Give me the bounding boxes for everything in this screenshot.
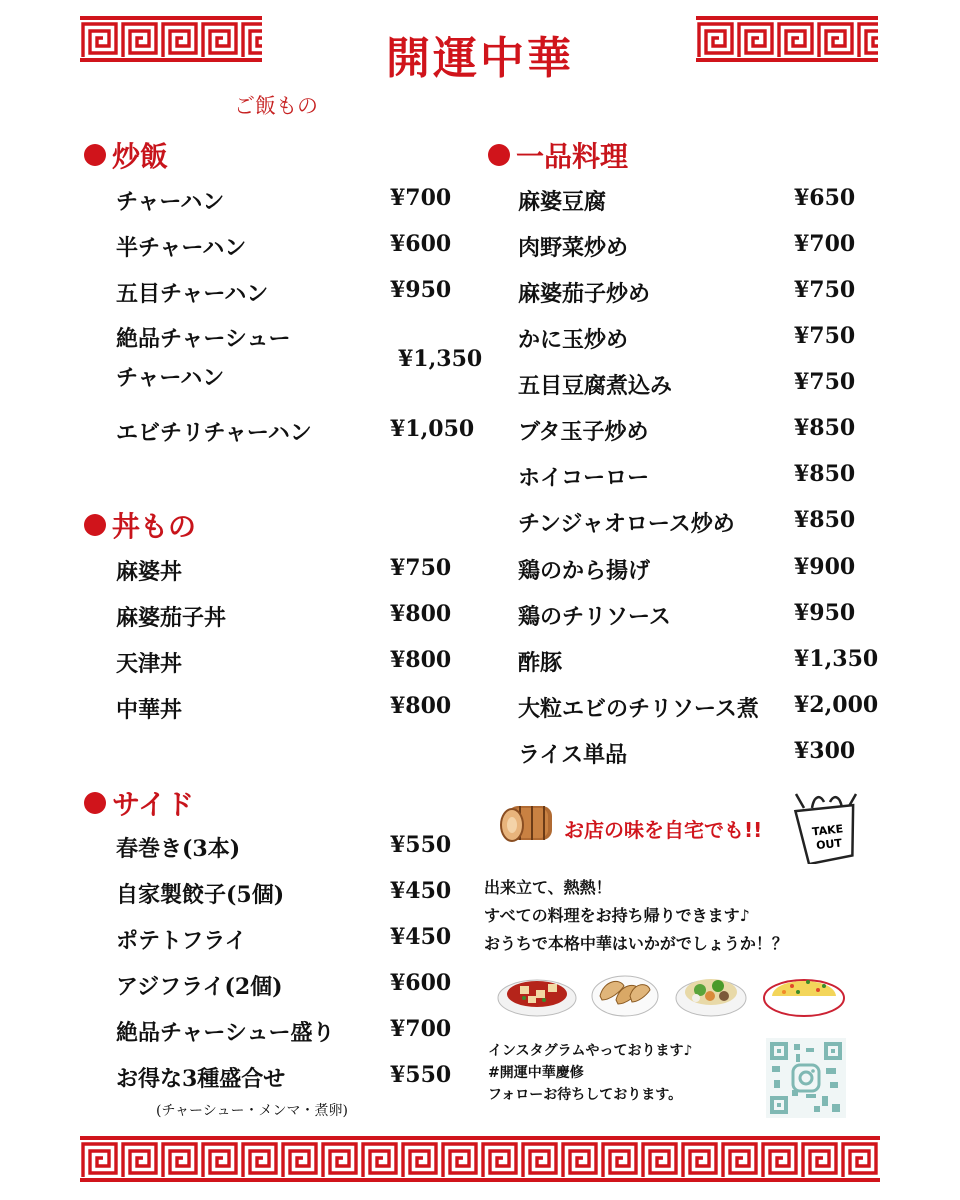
menu-item-price: ¥1,050 xyxy=(390,416,475,442)
page-title: 開運中華 xyxy=(386,33,574,84)
menu-item-name: お得な3種盛合せ xyxy=(116,1066,286,1092)
takeout-line: 出来立て、熱熱！ xyxy=(484,878,612,897)
instagram-line: #開運中華慶修 xyxy=(488,1065,584,1081)
instagram-line: インスタグラムやっております♪ xyxy=(488,1043,693,1059)
takeout-bag-icon xyxy=(790,786,864,868)
mapo-tofu-dish-icon xyxy=(496,966,578,1024)
menu-item-name: 中華丼 xyxy=(116,697,183,723)
bullet-dot-icon xyxy=(84,144,106,166)
menu-item-name: 鶏のチリソース xyxy=(518,604,671,630)
section-heading-chahan: 炒飯 xyxy=(84,135,168,175)
menu-item-price: ¥750 xyxy=(794,277,856,303)
takeout-line: すべての料理をお持ち帰りできます♪ xyxy=(484,906,750,925)
bullet-dot-icon xyxy=(84,514,106,536)
menu-item-price: ¥600 xyxy=(390,231,452,257)
menu-item-name: 五目豆腐煮込み xyxy=(518,373,673,399)
instagram-text-block xyxy=(488,1040,692,1106)
chashu-roll-icon xyxy=(498,798,560,854)
menu-item-price: ¥550 xyxy=(390,1062,452,1088)
instagram-qr-icon[interactable] xyxy=(766,1038,846,1122)
section-heading-side: サイド xyxy=(84,783,194,823)
menu-item-name: 絶品チャーシュー盛り xyxy=(116,1020,335,1046)
menu-item-price: ¥450 xyxy=(390,878,452,904)
section-heading-ippin: 一品料理 xyxy=(488,135,628,175)
page-subtitle: ご飯もの xyxy=(234,94,318,118)
menu-item-name: 鶏のから揚げ xyxy=(518,558,651,584)
menu-item-name-line1: 絶品チャーシュー xyxy=(116,326,291,352)
menu-item-name: 春巻き(3本) xyxy=(116,836,241,862)
menu-item-name: エビチリチャーハン xyxy=(116,420,312,446)
menu-item-name: 天津丼 xyxy=(116,651,183,677)
menu-item-name: ホイコーロー xyxy=(518,465,650,491)
menu-item-price: ¥2,000 xyxy=(794,692,879,718)
menu-item-name: ライス単品 xyxy=(518,742,628,768)
svg-text:OUT: OUT xyxy=(815,836,843,853)
menu-item-name: 麻婆豆腐 xyxy=(518,189,607,215)
menu-item-name: 麻婆丼 xyxy=(116,559,183,585)
menu-item-name: 五目チャーハン xyxy=(116,281,269,307)
bullet-dot-icon xyxy=(84,792,106,814)
menu-item-name: チンジャオロース炒め xyxy=(518,511,735,537)
menu-item-name: 自家製餃子(5個) xyxy=(116,882,285,908)
menu-item-price: ¥800 xyxy=(390,647,452,673)
menu-item-price: ¥850 xyxy=(794,507,856,533)
menu-item-name: かに玉炒め xyxy=(518,327,629,353)
instagram-line: フォローお待ちしております。 xyxy=(488,1087,683,1103)
gyoza-dish-icon xyxy=(590,966,660,1024)
menu-item-name: 半チャーハン xyxy=(116,235,247,261)
menu-item-price: ¥1,350 xyxy=(794,646,879,672)
menu-item-price: ¥850 xyxy=(794,415,856,441)
menu-item-price: ¥700 xyxy=(390,1016,452,1042)
menu-item-price: ¥700 xyxy=(390,185,452,211)
menu-item-price: ¥800 xyxy=(390,601,452,627)
stir-fry-dish-icon xyxy=(674,966,748,1024)
takeout-text-block xyxy=(484,874,788,958)
menu-item-name: チャーハン xyxy=(116,189,225,215)
takeout-headline: お店の味を自宅でも!! xyxy=(564,818,763,842)
svg-text:TAKE: TAKE xyxy=(811,822,844,839)
menu-item-price: ¥550 xyxy=(390,832,452,858)
menu-item-price: ¥450 xyxy=(390,924,452,950)
menu-item-name: 麻婆茄子丼 xyxy=(116,605,227,631)
menu-item-name: ブタ玉子炒め xyxy=(518,419,649,445)
fried-rice-dish-icon xyxy=(762,962,846,1024)
menu-item-price: ¥700 xyxy=(794,231,856,257)
menu-item-price: ¥750 xyxy=(390,555,452,581)
menu-item-name: 酢豚 xyxy=(518,650,563,676)
menu-item-price: ¥750 xyxy=(794,323,856,349)
menu-item-name: ポテトフライ xyxy=(116,928,247,954)
menu-item-name: 麻婆茄子炒め xyxy=(518,281,651,307)
menu-item-name: アジフライ(2個) xyxy=(116,974,283,1000)
bullet-dot-icon xyxy=(488,144,510,166)
menu-item-name: 大粒エビのチリソース煮 xyxy=(518,696,759,722)
menu-item-name: 肉野菜炒め xyxy=(518,235,629,261)
menu-item-price: ¥950 xyxy=(794,600,856,626)
menu-item-price: ¥850 xyxy=(794,461,856,487)
menu-item-price: ¥800 xyxy=(390,693,452,719)
menu-item-price: ¥750 xyxy=(794,369,856,395)
menu-item-price: ¥900 xyxy=(794,554,856,580)
greek-key-border-bottom xyxy=(80,1136,880,1182)
menu-item-price: ¥650 xyxy=(794,185,856,211)
menu-item-price: ¥300 xyxy=(794,738,856,764)
menu-item-price: ¥950 xyxy=(390,277,452,303)
menu-item-note: (チャーシュー・メンマ・煮卵) xyxy=(156,1103,348,1119)
menu-item-name-line2: チャーハン xyxy=(116,365,225,391)
takeout-line: おうちで本格中華はいかがでしょうか！？ xyxy=(484,934,788,953)
menu-item-price: ¥1,350 xyxy=(398,346,483,372)
section-heading-don: 丼もの xyxy=(84,505,196,545)
menu-item-price: ¥600 xyxy=(390,970,452,996)
